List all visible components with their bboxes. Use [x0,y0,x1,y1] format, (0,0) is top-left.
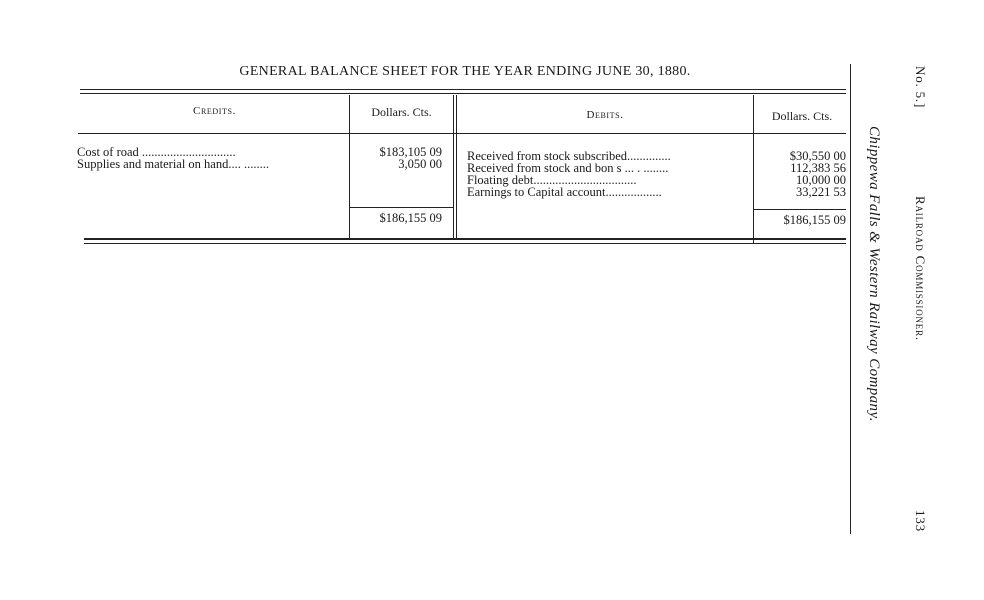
center-divider-left [453,95,454,238]
table-top-rule [80,89,846,90]
table-bottom-rule-inner [84,243,846,244]
credits-total-rule [350,207,453,208]
debit-row-label: Received from stock and bon s ... . ........ [467,161,669,175]
debit-row-amount: 10,000 00 [796,173,846,187]
debit-row-label: Received from stock subscribed.............. [467,149,671,163]
debit-row-amount: 112,383 56 [790,161,846,175]
page-number: 133 [913,510,928,532]
debits-header: Debits. [586,109,624,121]
margin-rule [850,64,851,534]
credits-total: $186,155 09 [379,211,442,225]
debit-row-amount: $30,550 00 [789,149,846,163]
debit-row-amount: 33,221 53 [796,185,846,199]
credit-row-label: Supplies and material on hand.... ........ [77,157,269,171]
header-bottom-rule [78,133,846,134]
debits-total-rule [754,209,846,210]
credits-dollars-cents-header: Dollars. Cts. [371,105,432,119]
debits-dollars-cents-header: Dollars. Cts. [771,109,833,123]
credit-row-amount: 3,050 00 [398,157,442,171]
table-top-rule-inner [80,93,846,94]
company-running-head: Chippewa Falls & Western Railway Company. [866,126,882,422]
debit-row-label: Floating debt................................. [467,173,637,187]
running-head: Railroad Commissioner. [913,196,928,341]
credits-header: Credits. [193,105,236,117]
page-title: GENERAL BALANCE SHEET FOR THE YEAR ENDING JUNE 30, 1880. [239,64,691,79]
table-bottom-rule [84,238,846,240]
section-number: No. 5.] [913,66,928,109]
credit-row-amount: $183,105 09 [379,145,442,159]
debit-row-label: Earnings to Capital account.................. [467,185,662,199]
debits-total: $186,155 09 [783,213,846,227]
credit-row-label: Cost of road .............................. [77,145,236,159]
